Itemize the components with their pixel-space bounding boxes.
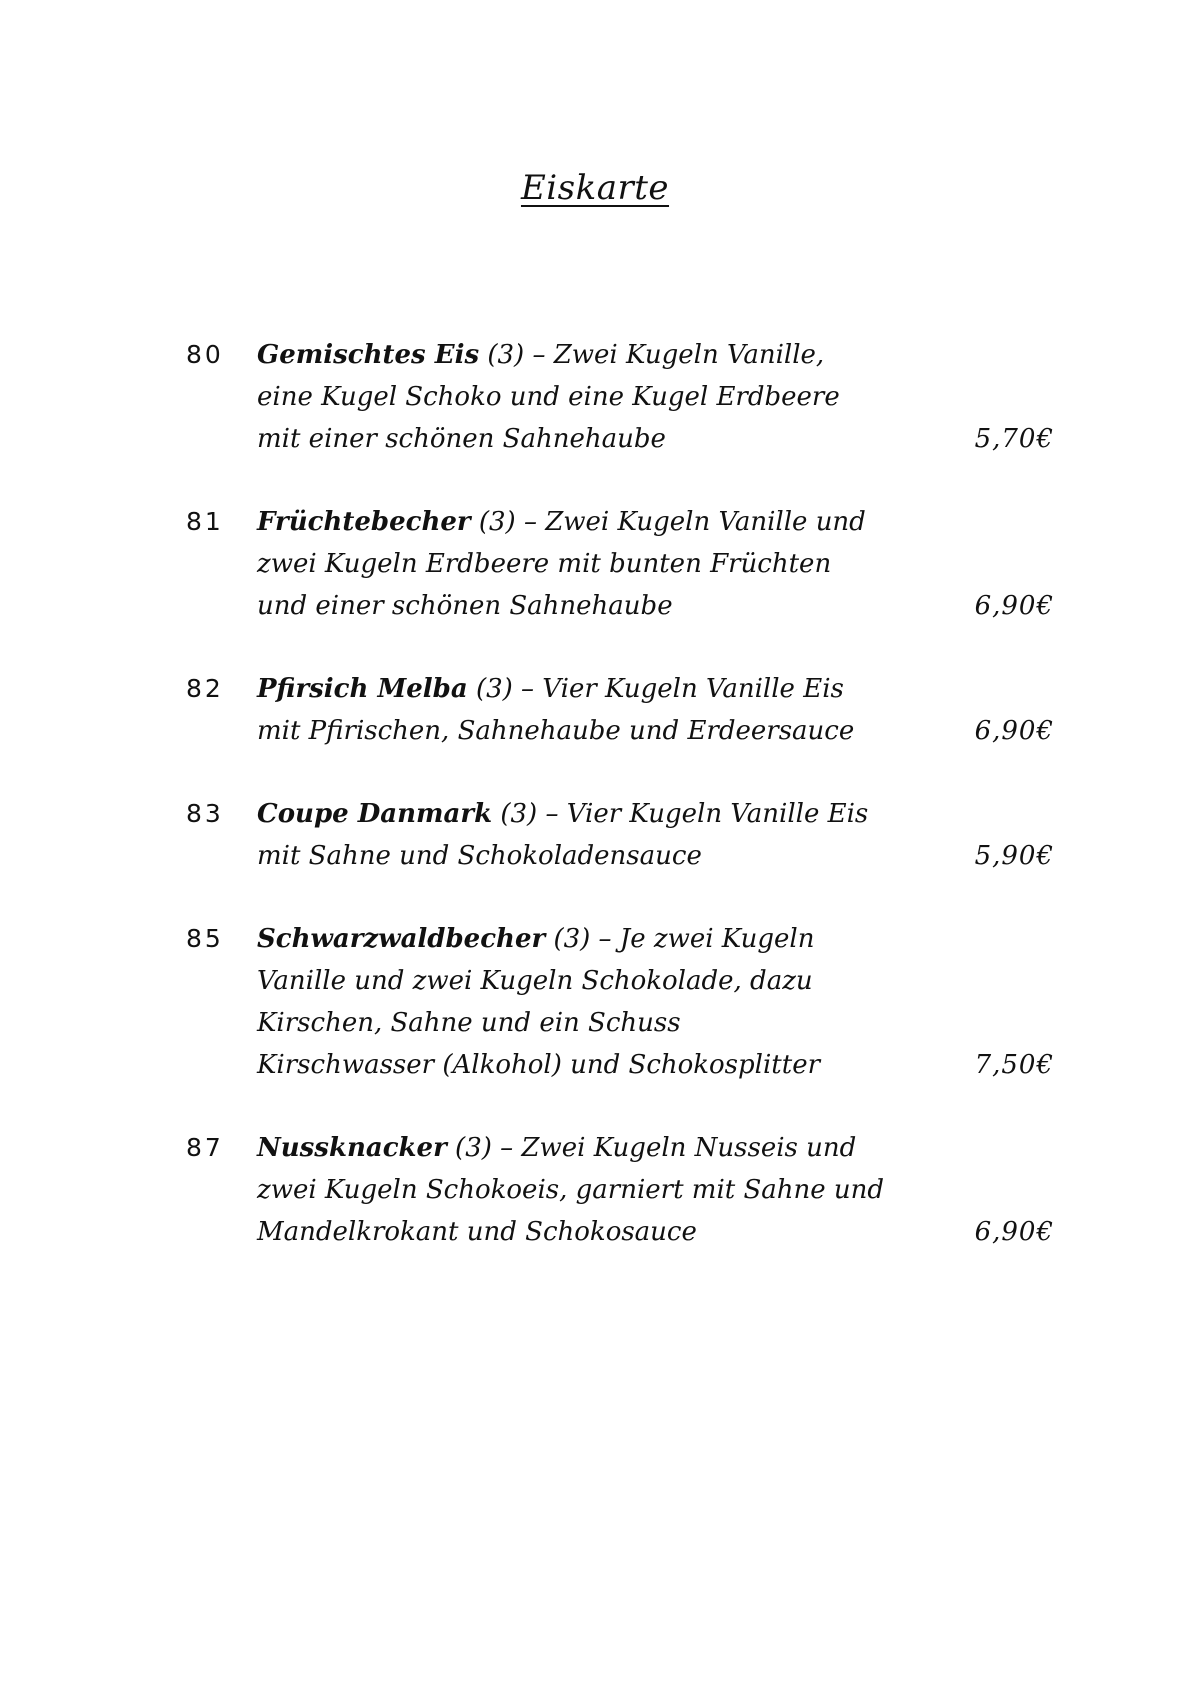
- item-description-line: [257, 918, 815, 960]
- menu-item-line: [0, 1127, 1190, 1169]
- item-description-line: [257, 1211, 697, 1253]
- menu-item-line: [0, 710, 1190, 752]
- item-description: Kirschen, Sahne und ein Schuss: [257, 1008, 681, 1038]
- item-number: 83: [186, 799, 224, 828]
- item-name: Pfirsich Melba: [257, 674, 468, 704]
- item-description: mit Pfirischen, Sahnehaube und Erdeersauce: [257, 716, 855, 746]
- item-description-line: [257, 1044, 820, 1086]
- item-description-line: [257, 376, 840, 418]
- item-description-line: [257, 835, 702, 877]
- item-description: zwei Kugeln Erdbeere mit bunten Früchten: [257, 549, 832, 579]
- item-number: 82: [186, 674, 224, 703]
- item-description-line: [257, 501, 866, 543]
- item-price: 6,90€: [974, 591, 1054, 621]
- menu-item-line: [0, 1044, 1190, 1086]
- item-description-line: [257, 793, 868, 835]
- menu-item: [0, 334, 1190, 460]
- item-price: 5,90€: [974, 841, 1054, 871]
- item-description-line: [257, 1127, 856, 1169]
- menu-item-line: [0, 1002, 1190, 1044]
- menu-item: [0, 918, 1190, 1086]
- item-description-line: [257, 1002, 681, 1044]
- item-description-line: [257, 710, 854, 752]
- item-name: Coupe Danmark: [257, 799, 493, 829]
- menu-item-line: [0, 1169, 1190, 1211]
- item-description: (3) – Je zwei Kugeln: [545, 924, 815, 954]
- item-description: (3) – Zwei Kugeln Vanille,: [479, 340, 825, 370]
- menu-item-line: [0, 501, 1190, 543]
- item-price: 5,70€: [974, 424, 1054, 454]
- item-description-line: [257, 334, 824, 376]
- item-description: (3) – Vier Kugeln Vanille Eis: [467, 674, 844, 704]
- item-name: Gemischtes Eis: [257, 340, 480, 370]
- item-description-line: [257, 668, 844, 710]
- item-description-line: [257, 418, 666, 460]
- menu-item: [0, 668, 1190, 752]
- item-description: zwei Kugeln Schokoeis, garniert mit Sahne und: [257, 1175, 885, 1205]
- item-description-line: [257, 960, 813, 1002]
- item-name: Schwarzwaldbecher: [257, 924, 546, 954]
- item-description: mit Sahne und Schokoladensauce: [257, 841, 702, 871]
- menu-item-line: [0, 376, 1190, 418]
- item-description: (3) – Zwei Kugeln Vanille und: [470, 507, 866, 537]
- item-description: Kirschwasser (Alkohol) und Schokosplitter: [257, 1050, 821, 1080]
- item-price: 7,50€: [974, 1050, 1054, 1080]
- menu-item-line: [0, 918, 1190, 960]
- item-number: 80: [186, 340, 224, 369]
- menu-item-line: [0, 418, 1190, 460]
- item-description-line: [257, 585, 673, 627]
- item-description: und einer schönen Sahnehaube: [257, 591, 673, 621]
- menu-item-line: [0, 835, 1190, 877]
- item-price: 6,90€: [974, 716, 1054, 746]
- item-description: mit einer schönen Sahnehaube: [257, 424, 666, 454]
- item-description: Vanille und zwei Kugeln Schokolade, dazu: [257, 966, 813, 996]
- menu-item-line: [0, 793, 1190, 835]
- item-description: eine Kugel Schoko und eine Kugel Erdbeere: [257, 382, 840, 412]
- item-description-line: [257, 1169, 884, 1211]
- item-description: (3) – Zwei Kugeln Nusseis und: [446, 1133, 857, 1163]
- item-number: 85: [186, 924, 224, 953]
- item-price: 6,90€: [974, 1217, 1054, 1247]
- item-number: 87: [186, 1133, 224, 1162]
- item-description-line: [257, 543, 831, 585]
- menu-item-line: [0, 1211, 1190, 1253]
- menu-item-line: [0, 543, 1190, 585]
- item-name: Früchtebecher: [257, 507, 471, 537]
- menu-item: [0, 793, 1190, 877]
- menu-item: [0, 1127, 1190, 1253]
- menu-item-line: [0, 668, 1190, 710]
- item-name: Nussknacker: [257, 1133, 447, 1163]
- item-description: (3) – Vier Kugeln Vanille Eis: [492, 799, 869, 829]
- menu-item-line: [0, 334, 1190, 376]
- menu-list: [0, 334, 1190, 1294]
- item-description: Mandelkrokant und Schokosauce: [257, 1217, 697, 1247]
- menu-item-line: [0, 960, 1190, 1002]
- menu-item-line: [0, 585, 1190, 627]
- item-number: 81: [186, 507, 224, 536]
- page-title: Eiskarte: [520, 168, 670, 208]
- menu-item: [0, 501, 1190, 627]
